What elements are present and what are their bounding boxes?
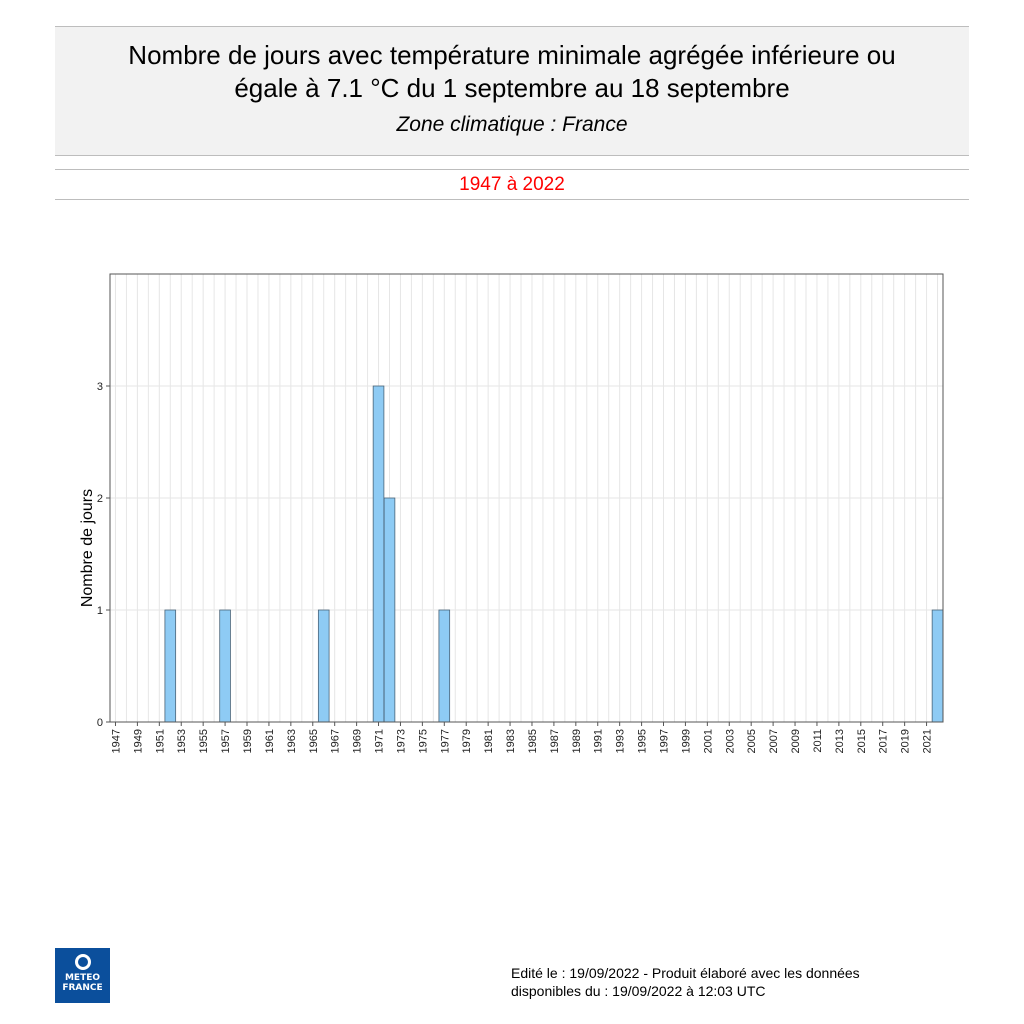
bar [220,610,231,722]
x-tick-label: 2009 [790,729,803,754]
x-tick-label: 2015 [855,729,868,754]
x-tick-label: 2003 [724,729,737,754]
bar [384,498,395,722]
y-tick-label: 0 [96,717,103,729]
x-tick-label: 1993 [614,729,627,754]
x-tick-label: 1997 [658,729,671,754]
x-tick-label: 1991 [592,729,605,754]
y-axis-label: Nombre de jours [79,488,96,608]
x-tick-label: 2017 [877,729,890,754]
x-tick-label: 1955 [198,729,211,754]
x-tick-label: 2011 [811,729,824,753]
y-tick-label: 1 [96,605,103,617]
bar [373,386,384,722]
logo-mark-icon [75,954,91,970]
y-tick-label: 3 [96,381,103,393]
chart-subtitle: Zone climatique : France [396,113,628,136]
x-tick-label: 1963 [285,729,298,754]
x-tick-label: 1949 [132,729,145,754]
bar [932,610,943,722]
x-tick-label: 1957 [220,729,233,754]
x-tick-label: 2013 [833,729,846,754]
x-tick-label: 1967 [329,729,342,754]
meteo-france-logo [55,948,110,1003]
chart-title: Nombre de jours avec température minimale agrégée inférieure ou égale à 7.1 °C du 1 septembre au 18 septembre [128,40,896,103]
x-tick-label: 1987 [548,729,561,754]
x-tick-label: 1965 [307,729,320,754]
x-tick-label: 1979 [461,729,474,754]
x-tick-label: 1981 [483,729,496,754]
x-tick-label: 1989 [570,729,583,754]
logo-line1: METEO [64,973,101,983]
x-tick-label: 2019 [899,729,912,754]
x-tick-label: 1995 [636,729,649,754]
x-tick-label: 1961 [263,729,276,754]
bar [318,610,329,722]
x-tick-label: 1973 [395,729,408,754]
x-tick-label: 2021 [921,729,934,754]
logo-line2: FRANCE [62,983,103,993]
x-tick-label: 1999 [680,729,693,754]
y-tick-label: 2 [96,493,103,505]
x-tick-label: 1985 [526,729,539,754]
x-tick-label: 1977 [439,729,452,754]
x-tick-label: 2005 [746,729,759,754]
x-tick-label: 1969 [351,729,364,754]
x-tick-label: 1951 [154,729,167,754]
x-tick-label: 2001 [702,729,715,754]
footer-line1: Edité le : 19/09/2022 - Produit élaboré avec les données [511,965,860,981]
x-tick-label: 1953 [176,729,189,754]
x-tick-label: 1983 [505,729,518,754]
bar [165,610,176,722]
x-tick-label: 1959 [242,729,255,754]
x-tick-label: 2007 [768,729,781,754]
period-label: 1947 à 2022 [459,174,565,195]
bar [439,610,450,722]
x-tick-label: 1975 [417,729,430,754]
footer-line2: disponibles du : 19/09/2022 à 12:03 UTC [511,983,766,999]
x-tick-label: 1947 [110,729,123,754]
footer-note [511,964,860,1000]
x-tick-label: 1971 [373,729,386,754]
